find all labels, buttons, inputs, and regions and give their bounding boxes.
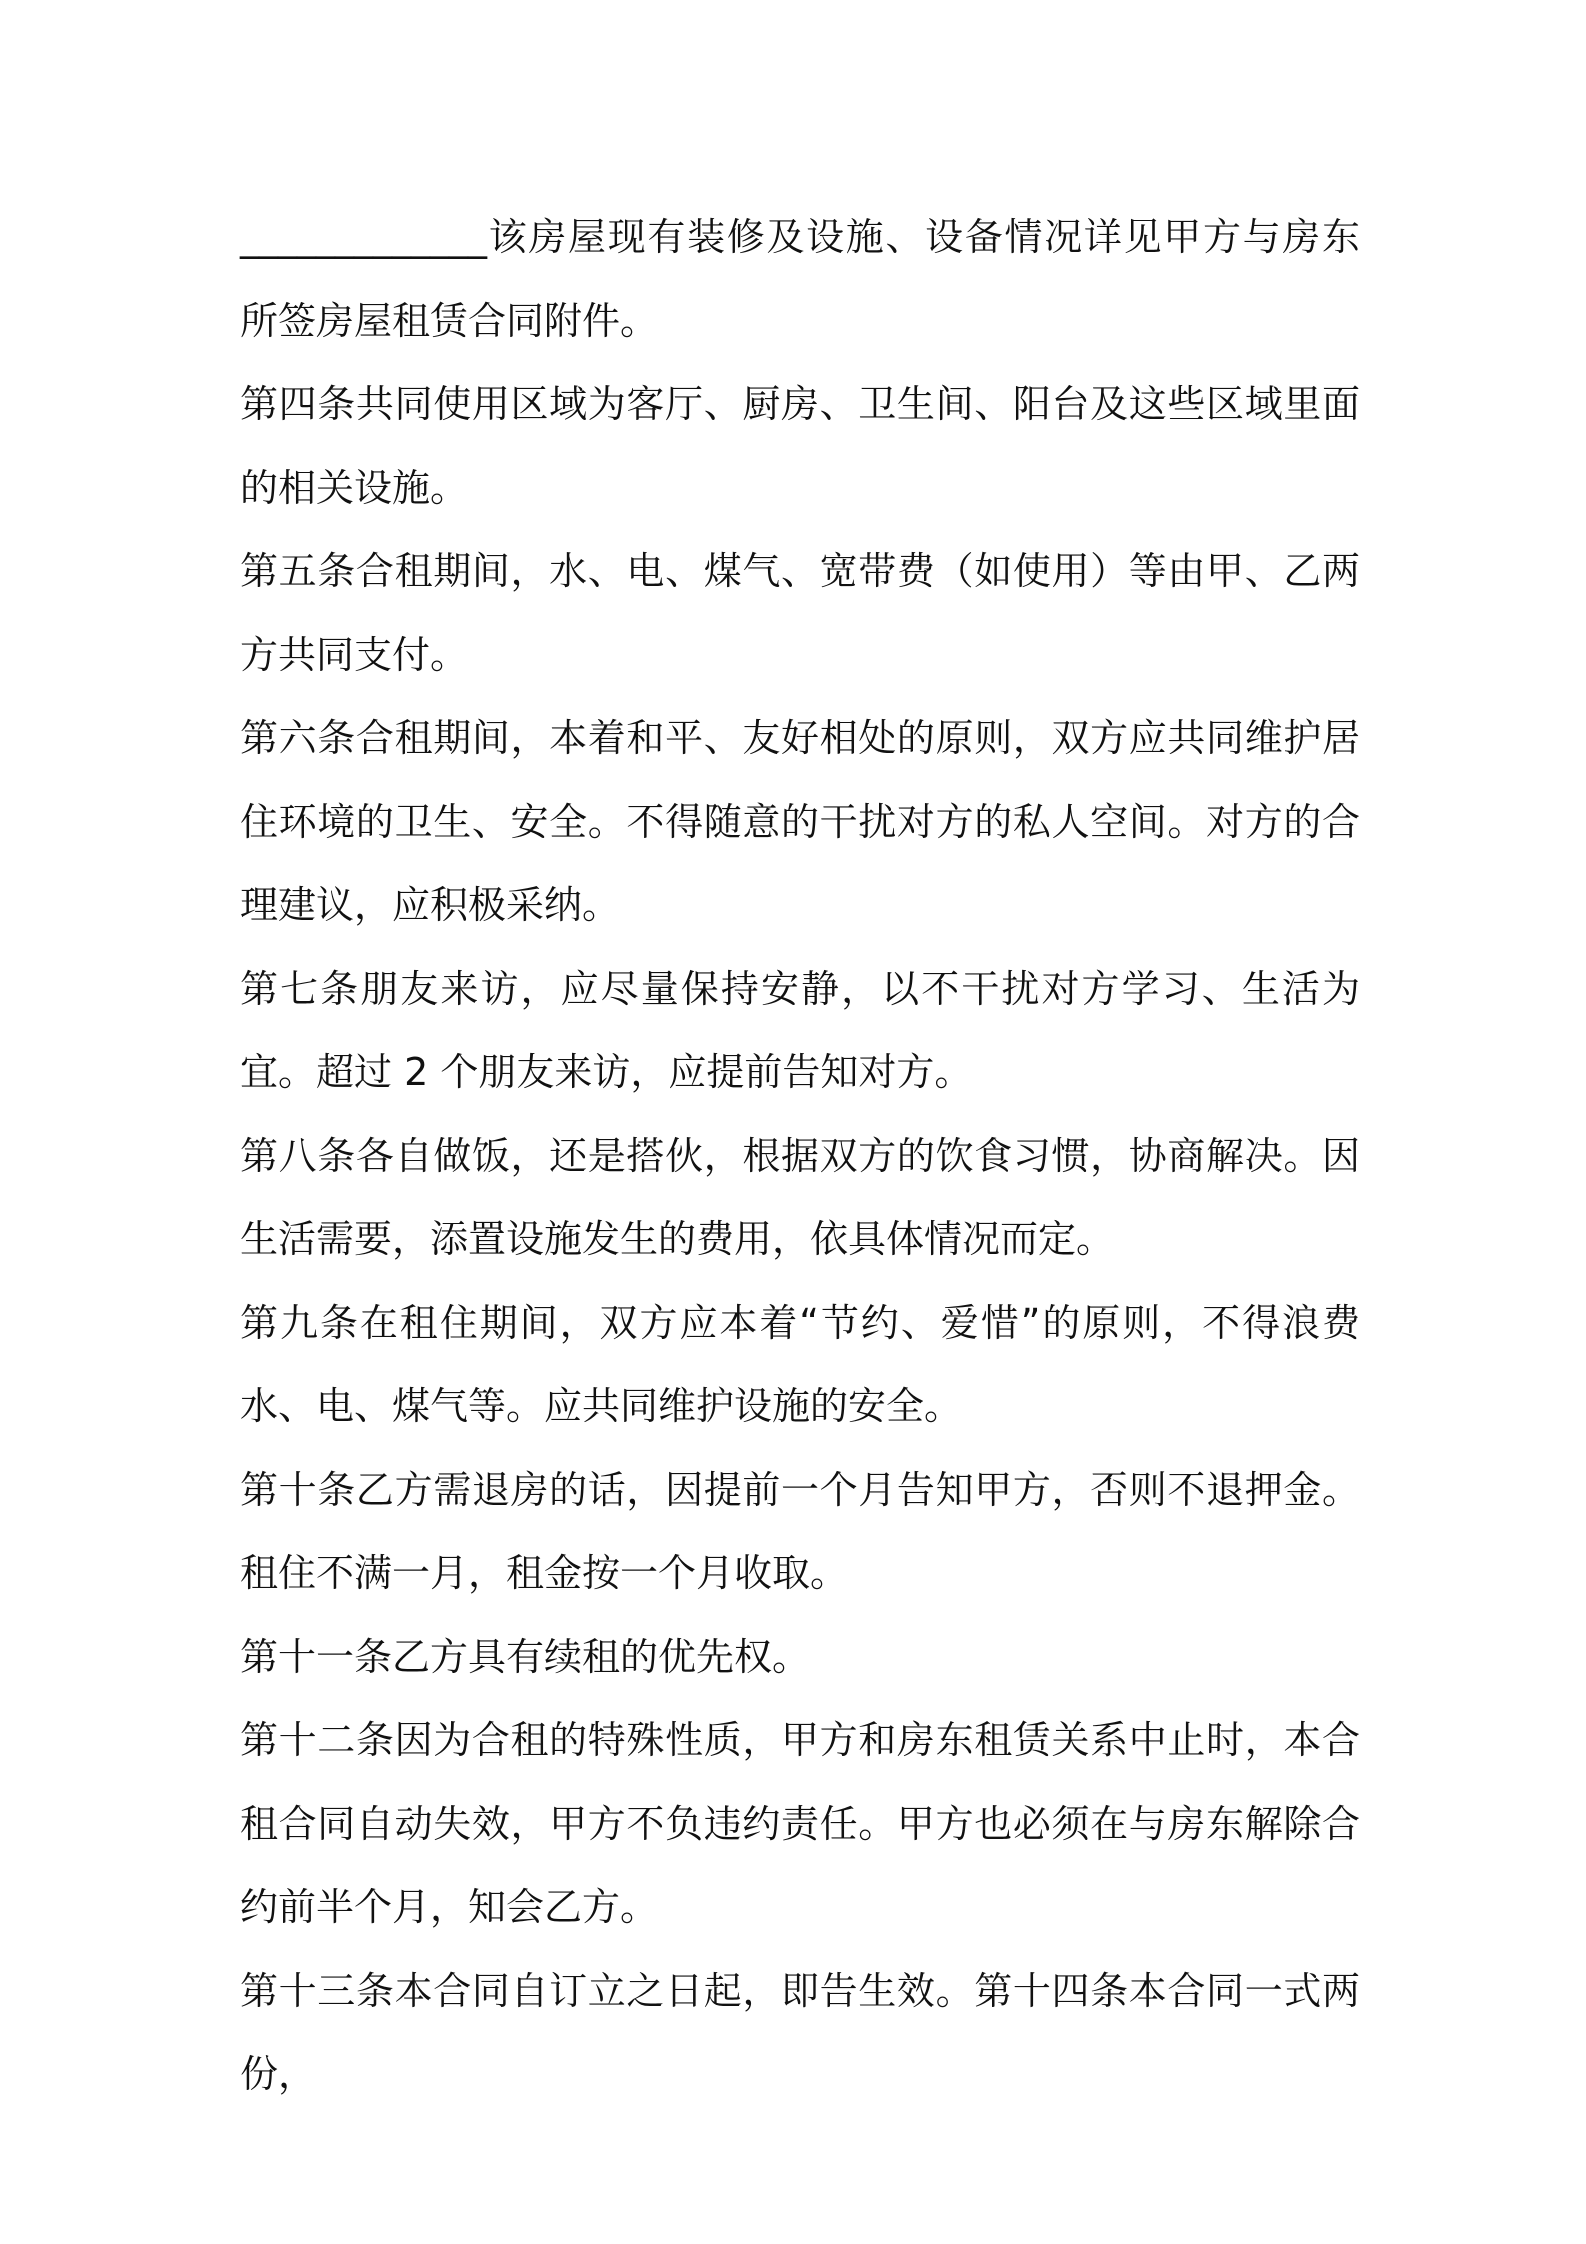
contract-body [240,196,1360,2117]
paragraph-article-8: 第八条各自做饭，还是搭伙，根据双方的饮食习惯，协商解决。因生活需要，添置设施发生的费用，依具体情况而定。 [240,1133,1360,1261]
paragraph-article-11: 第十一条乙方具有续租的优先权。 [240,1634,811,1679]
paragraph-article-9: 第九条在租住期间，双方应本着“节约、爱惜”的原则，不得浪费水、电、煤气等。应共同维护设施的安全。 [240,1300,1360,1428]
paragraph-article-13-14: 第十三条本合同自订立之日起，即告生效。第十四条本合同一式两份， [240,1968,1360,2096]
paragraph-article-7: 第七条朋友来访，应尽量保持安静，以不干扰对方学习、生活为宜。超过 2 个朋友来访，应提前告知对方。 [240,966,1360,1094]
paragraph-article-10: 第十条乙方需退房的话，因提前一个月告知甲方，否则不退押金。租住不满一月，租金按一个月收取。 [240,1467,1360,1595]
paragraph-article-5: 第五条合租期间，水、电、煤气、宽带费（如使用）等由甲、乙两方共同支付。 [240,549,1360,677]
paragraph-article-6: 第六条合租期间，本着和平、友好相处的原则，双方应共同维护居住环境的卫生、安全。不得随意的干扰对方的私人空间。对方的合理建议，应积极采纳。 [240,716,1360,927]
paragraph-facilities-annex: _____________该房屋现有装修及设施、设备情况详见甲方与房东所签房屋租赁合同附件。 [240,215,1360,343]
paragraph-article-12: 第十二条因为合租的特殊性质，甲方和房东租赁关系中止时，本合租合同自动失效，甲方不负违约责任。甲方也必须在与房东解除合约前半个月，知会乙方。 [240,1718,1360,1929]
paragraph-article-4: 第四条共同使用区域为客厅、厨房、卫生间、阳台及这些区域里面的相关设施。 [240,382,1360,510]
